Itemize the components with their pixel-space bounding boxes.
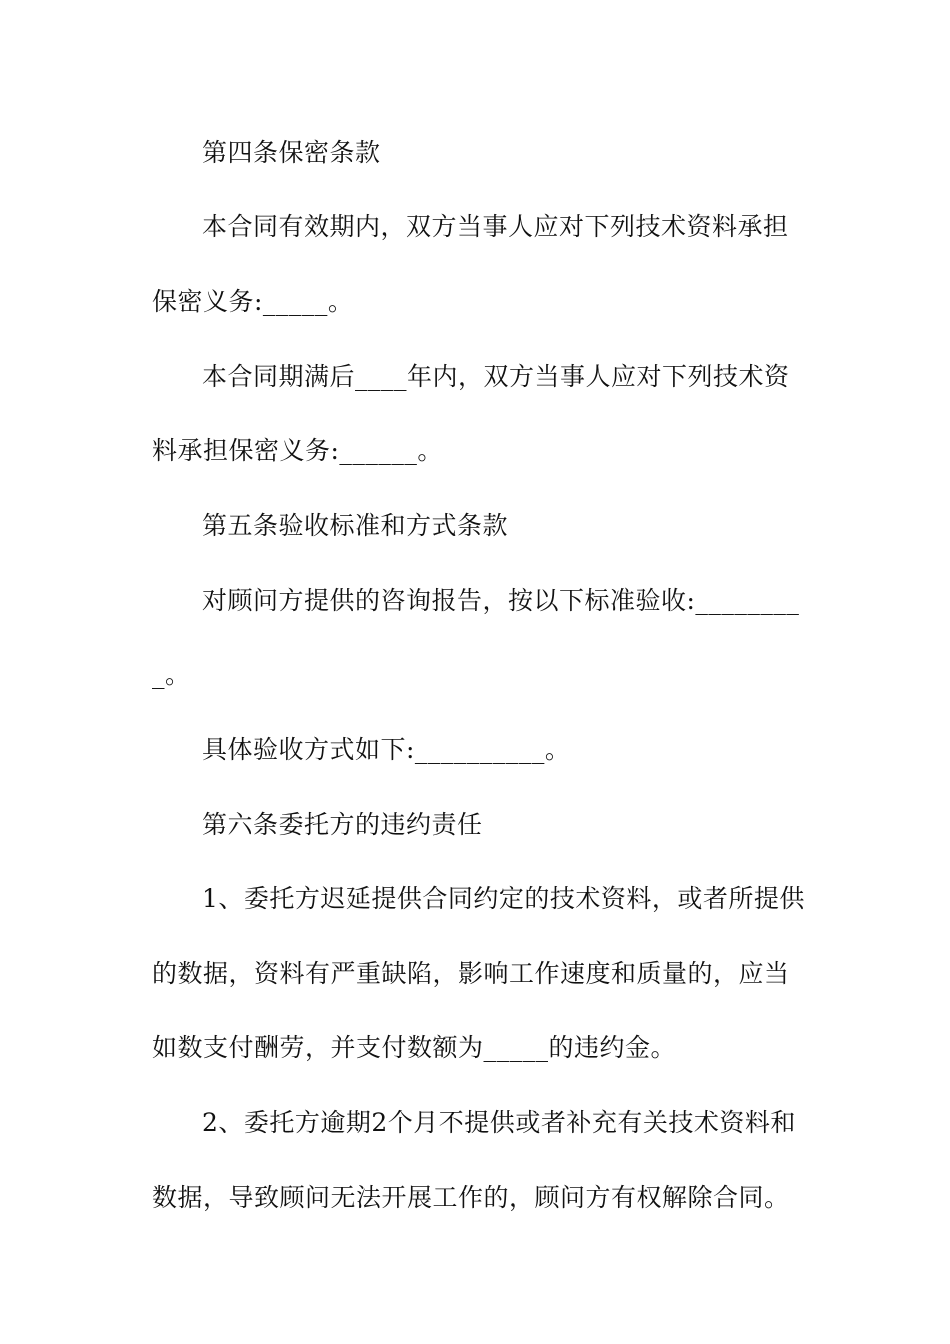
paragraph-line: 数据，导致顾问无法开展工作的，顾问方有权解除合同。	[152, 1183, 790, 1212]
paragraph-line: 2、委托方逾期2个月不提供或者补充有关技术资料和	[202, 1108, 796, 1137]
paragraph-line: 料承担保密义务:______。	[152, 436, 443, 465]
paragraph-line: 本合同有效期内，双方当事人应对下列技术资料承担	[202, 212, 789, 241]
paragraph-line: 对顾问方提供的咨询报告，按以下标准验收:________	[202, 586, 800, 615]
paragraph-line: 如数支付酬劳，并支付数额为_____的违约金。	[152, 1033, 677, 1062]
paragraph-line: 具体验收方式如下:__________。	[202, 735, 571, 764]
paragraph-line: 保密义务:_____。	[152, 287, 354, 316]
section-heading-client-liability: 第六条委托方的违约责任	[202, 810, 483, 839]
paragraph-line: _。	[152, 660, 191, 689]
paragraph-line: 本合同期满后____年内，双方当事人应对下列技术资	[202, 362, 790, 391]
paragraph-line: 的数据，资料有严重缺陷，影响工作速度和质量的，应当	[152, 959, 790, 988]
paragraph-line: 1、委托方迟延提供合同约定的技术资料，或者所提供	[202, 884, 805, 913]
section-heading-confidentiality: 第四条保密条款	[202, 138, 381, 167]
section-heading-acceptance: 第五条验收标准和方式条款	[202, 511, 509, 540]
